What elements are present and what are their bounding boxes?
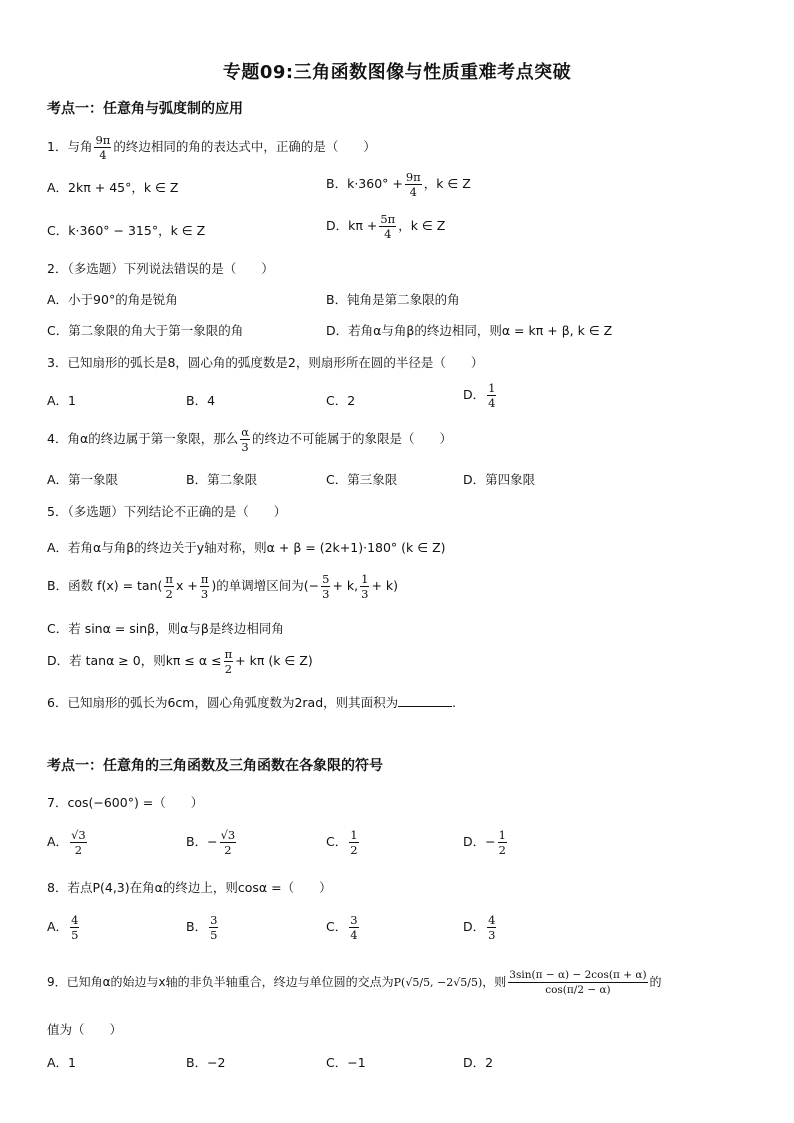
q9-option-b: B．−2 bbox=[186, 1055, 226, 1070]
q8-option-c: C． $\frac{3}{4}$ bbox=[326, 913, 358, 942]
section-heading-2: 考点一：任意角的三角函数及三角函数在各象限的符号 bbox=[47, 758, 383, 774]
q4-option-a: A．第一象限 bbox=[47, 472, 119, 487]
q7-option-a: A． $\frac{√3}{2}$ bbox=[47, 828, 86, 857]
question-3: 3．已知扇形的弧长是8，圆心角的弧度数是2，则扇形所在圆的半径是（ ） bbox=[47, 355, 484, 370]
q4-option-d: D．第四象限 bbox=[463, 472, 536, 487]
question-8: 8．若点P(4,3)在角α的终边上，则cosα =（ ） bbox=[47, 880, 332, 895]
q2-option-d: D．若角α与角β的终边相同，则α = kπ + β, k ∈ Z bbox=[326, 323, 613, 338]
q9-option-c: C．−1 bbox=[326, 1055, 366, 1070]
q5-option-a: A．若角α与角β的终边关于y轴对称，则α + β = (2k+1)·180° (k ∈ Z) bbox=[47, 540, 446, 555]
question-4: 4．角α的终边属于第一象限，那么 $\frac{\alpha}{3}$ 的终边不可能属于的象限是（ ） bbox=[47, 425, 452, 454]
q5-option-d: D．若 tanα ≥ 0，则kπ ≤ α ≤ $\frac{\pi}{2}$ + kπ (k ∈ Z) bbox=[47, 647, 313, 676]
question-6: 6．已知扇形的弧长为6cm，圆心角弧度数为2rad，则其面积为 . bbox=[47, 695, 457, 710]
question-7: 7．cos(−600°) =（ ） bbox=[47, 795, 204, 810]
q2-option-c: C．第二象限的角大于第一象限的角 bbox=[47, 323, 244, 338]
q9-option-d: D．2 bbox=[463, 1055, 494, 1070]
question-5: 5．（多选题）下列结论不正确的是（ ） bbox=[47, 504, 287, 519]
q3-option-a: A．1 bbox=[47, 393, 77, 408]
q2-option-b: B．钝角是第二象限的角 bbox=[326, 292, 460, 307]
q1-option-d: D．kπ + $\frac{5\pi}{4}$ ，k ∈ Z bbox=[326, 212, 446, 241]
question-9: 9．已知角α的始边与x轴的非负半轴重合，终边与单位圆的交点为P(√5/5, −2√5/5)，则 $\frac{3\sin(\pi - \alpha) - 2\cos(\pi + \alpha)}{\cos(\pi/2 - \alpha)}$ 的 bbox=[47, 969, 662, 996]
q5-option-c: C．若 sinα = sinβ，则α与β是终边相同角 bbox=[47, 621, 284, 636]
q8-option-b: B． $\frac{3}{5}$ bbox=[186, 913, 218, 942]
q9-option-a: A．1 bbox=[47, 1055, 77, 1070]
q1-option-b: B．k·360° + $\frac{9\pi}{4}$ ，k ∈ Z bbox=[326, 170, 471, 199]
q7-option-c: C． $\frac{1}{2}$ bbox=[326, 828, 358, 857]
q8-option-d: D． $\frac{4}{3}$ bbox=[463, 913, 496, 942]
q5-option-b: B．函数 f(x) = tan( $\frac{\pi}{2}$ x + $\frac{\pi}{3}$ )的单调增区间为(− $\frac{5}{3}$ + k, $\frac{1}{3}$ + k) bbox=[47, 572, 398, 601]
q1-option-c: C．k·360° − 315°，k ∈ Z bbox=[47, 223, 206, 238]
question-9-continued: 值为（ ） bbox=[47, 1022, 123, 1037]
section-heading-1: 考点一：任意角与弧度制的应用 bbox=[47, 101, 243, 117]
q4-option-b: B．第二象限 bbox=[186, 472, 258, 487]
q8-option-a: A． $\frac{4}{5}$ bbox=[47, 913, 79, 942]
question-1: 1．与角 $\frac{9\pi}{4}$ 的终边相同的角的表达式中，正确的是（ ） bbox=[47, 133, 376, 162]
q1-option-a: A．2kπ + 45°，k ∈ Z bbox=[47, 180, 179, 195]
page-title: 专题09:三角函数图像与性质重难考点突破 bbox=[222, 62, 572, 83]
q4-option-c: C．第三象限 bbox=[326, 472, 398, 487]
q3-option-b: B．4 bbox=[186, 393, 216, 408]
q3-option-c: C．2 bbox=[326, 393, 356, 408]
q3-option-d: D． $\frac{1}{4}$ bbox=[463, 381, 496, 410]
question-2: 2．（多选题）下列说法错误的是（ ） bbox=[47, 261, 274, 276]
q7-option-b: B．− $\frac{√3}{2}$ bbox=[186, 828, 236, 857]
answer-blank[interactable] bbox=[398, 694, 452, 707]
q7-option-d: D．− $\frac{1}{2}$ bbox=[463, 828, 506, 857]
q2-option-a: A．小于90°的角是锐角 bbox=[47, 292, 178, 307]
